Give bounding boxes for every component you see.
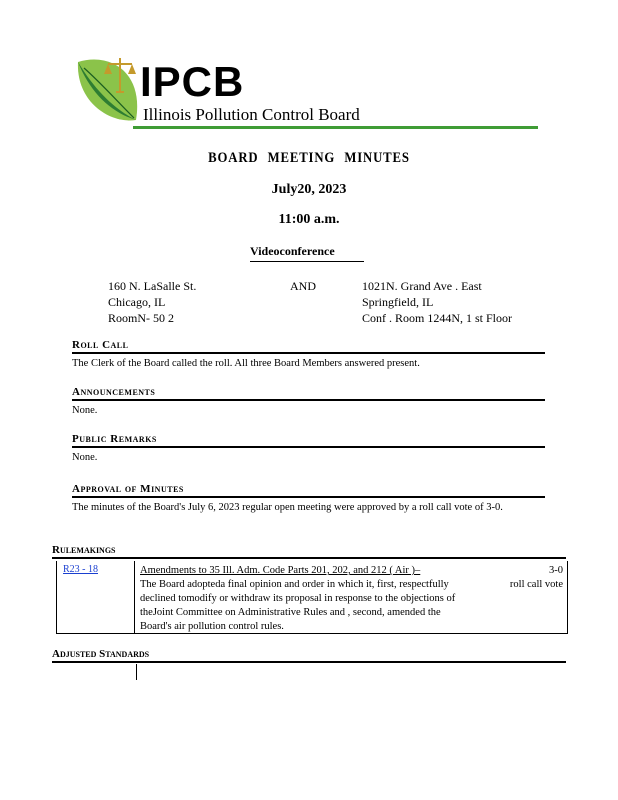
section-text-public-remarks: None. [72,452,98,463]
vote-label: roll call vote [509,579,563,590]
section-text-approval-of-minutes: The minutes of the Board's July 6, 2023 regular open meeting were approved by a roll call vote of 3-0. [72,502,503,513]
section-heading-rulemakings: Rulemakings [52,544,566,559]
vote-count: 3-0 [549,565,563,576]
section-text-roll-call: The Clerk of the Board called the roll. All three Board Members answered present. [72,358,420,369]
section-text-announcements: None. [72,405,98,416]
meeting-format: Videoconference [250,244,364,262]
rulemaking-description [140,564,470,634]
table-divider [134,561,135,633]
rulemaking-title: Amendments to 35 Ill. Adm. Code Parts 201, 202, and 212 ( Air )– [140,565,421,576]
address-line: Springfield, IL [362,295,434,309]
logo-subtitle: Illinois Pollution Control Board [143,105,360,124]
address-line: 1021N. Grand Ave . East [362,279,482,293]
location-springfield [362,278,512,326]
address-line: Chicago, IL [108,295,166,309]
section-heading-roll-call: Roll Call [72,339,545,354]
leaf-with-scales-icon [70,52,148,128]
section-heading-announcements: Announcements [72,386,545,401]
address-line: 160 N. LaSalle St. [108,279,197,293]
logo-name: IPCB [140,58,245,105]
page-title: BOARD MEETING MINUTES [208,150,410,166]
section-heading-public-remarks: Public Remarks [72,433,545,448]
rulemaking-vote [480,564,563,592]
logo-divider [133,126,538,129]
table-divider [136,664,137,680]
location-chicago [108,278,196,326]
meeting-time: 11:00 a.m. [278,212,340,227]
docket-link[interactable]: R23 - 18 [63,564,98,575]
section-heading-approval-of-minutes: Approval of Minutes [72,483,545,498]
rulemaking-body: The Board adopteda final opinion and order in which it, first, respectfully declined tomodify or withdraw its proposal in response to the objections of theJoint Committee on Administrative Rules and , second, amended the Board's air pollution control rules. [140,579,456,632]
section-heading-adjusted-standards: Adjusted Standards [52,648,566,663]
meeting-date: July20, 2023 [271,182,347,197]
address-line: RoomN- 50 2 [108,311,174,325]
location-connector: AND [290,279,316,293]
address-line: Conf . Room 1244N, 1 st Floor [362,311,513,325]
